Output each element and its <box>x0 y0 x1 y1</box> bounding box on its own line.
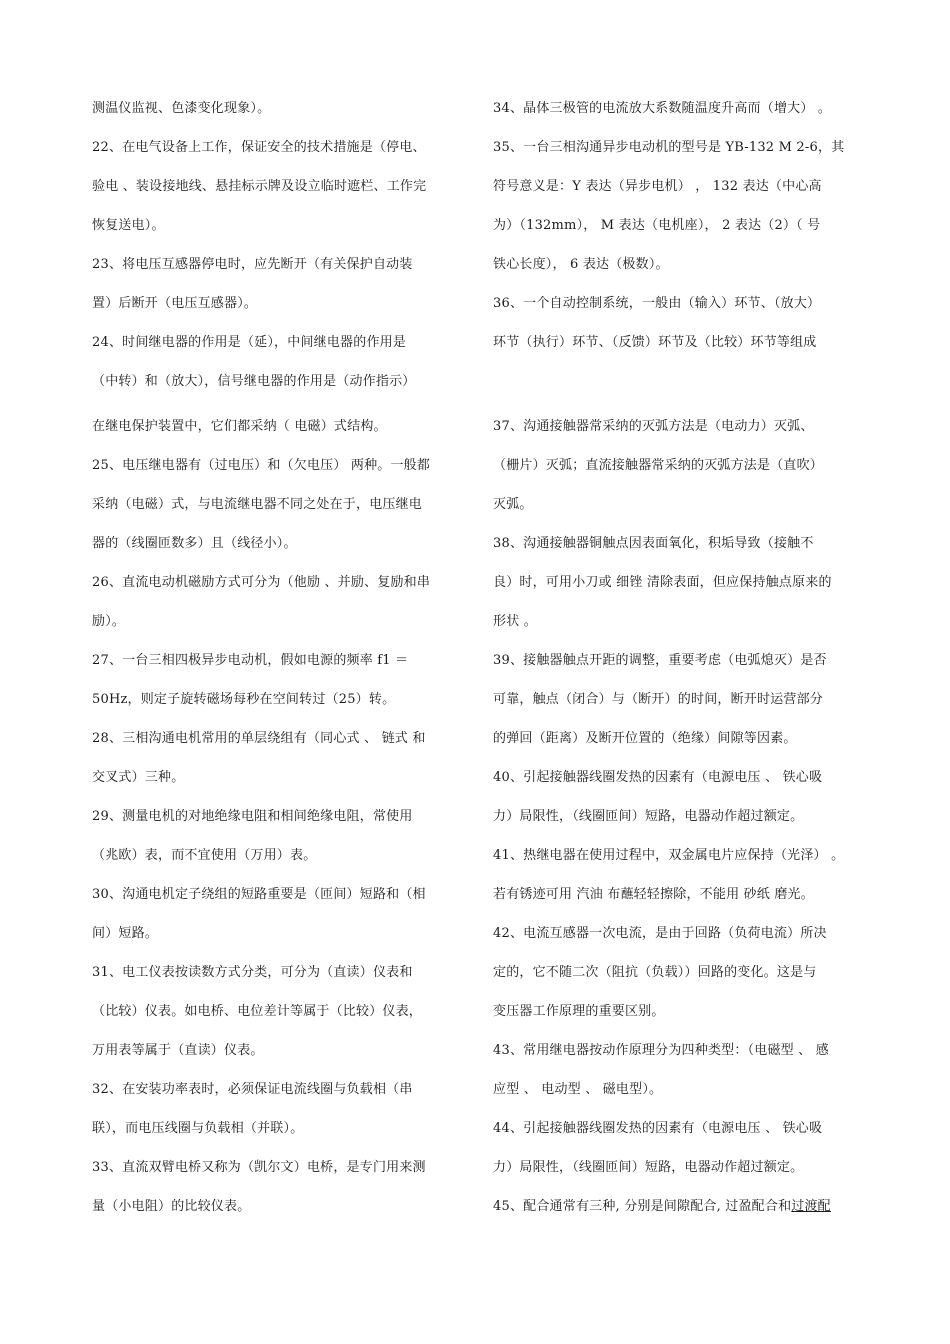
text-line: 27、一台三相四极异步电动机，假如电源的频率 f1 ＝ <box>92 653 409 668</box>
text-line: 交叉式）三种。 <box>92 770 185 785</box>
text-line: 34、晶体三极管的电流放大系数随温度升高而（增大） 。 <box>493 101 832 116</box>
text-line: 定的，它不随二次（阻抗（负载））回路的变化。这是与 <box>493 965 817 980</box>
text-line: 39、接触器触点开距的调整，重要考虑（电弧熄灭）是否 <box>493 653 827 668</box>
text-line: 32、在安装功率表时，必须保证电流线圈与负载相（串 <box>92 1082 413 1097</box>
text-line: 50Hz，则定子旋转磁场每秒在空间转过（25）转。 <box>92 692 396 707</box>
text-line: （中转）和（放大），信号继电器的作用是（动作指示） <box>92 374 416 389</box>
text-line: 25、电压继电器有（过电压）和（欠电压） 两种。一般都 <box>92 458 431 473</box>
text-line: 应型 、 电动型 、 磁电型）。 <box>493 1082 663 1097</box>
text-line: 若有锈迹可用 汽油 布蘸轻轻擦除，不能用 砂纸 磨光。 <box>493 887 814 902</box>
text-line: 器的（线圈匝数多）且（线径小）。 <box>92 536 297 551</box>
text-line: 励）。 <box>92 614 126 629</box>
text-line: 符号意义是：Y 表达（异步电机） ， 132 表达（中心高 <box>493 179 822 194</box>
text-line: 的弹回（距离）及断开位置的（绝缘）间隙等因素。 <box>493 731 797 746</box>
text-line: 26、直流电动机磁励方式可分为（他励 、并励、复励和串 <box>92 575 431 590</box>
text-line: 33、直流双臂电桥又称为（凯尔文）电桥，是专门用来测 <box>92 1160 426 1175</box>
underlined-answer: 过渡配 <box>791 1199 831 1214</box>
text-line: 联），而电压线圈与负载相（并联）。 <box>92 1121 304 1136</box>
text-line: 22、在电气设备上工作，保证安全的技术措施是（停电、 <box>92 140 426 155</box>
text-line: 36、一个自动控制系统，一般由（输入）环节、（放大） <box>493 296 821 311</box>
text-line: 测温仪监视、色漆变化现象）。 <box>92 101 271 116</box>
text-line: 43、常用继电器按动作原理分为四种类型：（电磁型 、 感 <box>493 1043 829 1058</box>
text-fragment: 45、配合通常有三种, 分别是间隙配合, 过盈配合和 <box>493 1199 792 1214</box>
text-line: 31、电工仪表按读数方式分类，可分为（直读）仪表和 <box>92 965 413 980</box>
text-line: 置）后断开（电压互感器）。 <box>92 296 258 311</box>
text-line: 良）时，可用小刀或 细锉 清除表面，但应保持触点原来的 <box>493 575 832 590</box>
text-line: 形状 。 <box>493 614 537 629</box>
text-line <box>493 1199 831 1215</box>
text-line: 间）短路。 <box>92 926 159 941</box>
text-line: 35、一台三相沟通异步电动机的型号是 YB-132 M 2-6，其 <box>493 140 845 155</box>
text-line: 在继电保护装置中，它们都采纳（ 电磁）式结构。 <box>92 419 387 434</box>
text-line: 灭弧。 <box>493 497 533 512</box>
text-line: 为）（132mm）， M 表达（电机座）， 2 表达（2）（ 号 <box>493 218 821 233</box>
text-line: 44、引起接触器线圈发热的因素有（电源电压 、 铁心吸 <box>493 1121 823 1136</box>
text-line: 可靠，触点（闭合）与（断开）的时间，断开时运营部分 <box>493 692 824 707</box>
text-line: 验电 、装设接地线、悬挂标示牌及设立临时遮栏、工作完 <box>92 179 427 194</box>
text-line: （兆欧）表，而不宜使用（万用）表。 <box>92 848 317 863</box>
text-line: 力）局限性，（线圈匝间）短路，电器动作超过额定。 <box>493 809 804 824</box>
text-line: 29、测量电机的对地绝缘电阻和相间绝缘电阻，常使用 <box>92 809 413 824</box>
text-line: 37、沟通接触器常采纳的灭弧方法是（电动力）灭弧、 <box>493 419 814 434</box>
text-line: 24、时间继电器的作用是（延），中间继电器的作用是 <box>92 335 407 350</box>
text-line: 铁心长度）， 6 表达（极数）。 <box>493 257 669 272</box>
text-line: 28、三相沟通电机常用的单层绕组有（同心式 、 链式 和 <box>92 731 426 746</box>
text-line: （比较）仪表。如电桥、电位差计等属于（比较）仪表， <box>92 1004 423 1019</box>
text-line: 42、电流互感器一次电流，是由于回路（负荷电流）所决 <box>493 926 827 941</box>
text-line: 环节（执行）环节、（反馈）环节及（比较）环节等组成 <box>493 335 817 350</box>
text-line: 万用表等属于（直读）仪表。 <box>92 1043 264 1058</box>
text-line: 40、引起接触器线圈发热的因素有（电源电压 、 铁心吸 <box>493 770 823 785</box>
text-line: 恢复送电）。 <box>92 218 165 233</box>
text-line: 采纳（电磁）式，与电流继电器不同之处在于，电压继电 <box>92 497 423 512</box>
text-line: 30、沟通电机定子绕组的短路重要是（匝间）短路和（相 <box>92 887 426 902</box>
text-line: 量（小电阻）的比较仪表。 <box>92 1199 251 1214</box>
text-line: 41、热继电器在使用过程中，双金属电片应保持（光泽） 。 <box>493 848 845 863</box>
text-line: 38、沟通接触器铜触点因表面氧化，积垢导致（接触不 <box>493 536 814 551</box>
text-line: 23、将电压互感器停电时，应先断开（有关保护自动装 <box>92 257 413 272</box>
text-line: （栅片）灭弧；直流接触器常采纳的灭弧方法是（直吹） <box>493 458 824 473</box>
text-line: 力）局限性，（线圈匝间）短路，电器动作超过额定。 <box>493 1160 804 1175</box>
text-line: 变压器工作原理的重要区别。 <box>493 1004 665 1019</box>
